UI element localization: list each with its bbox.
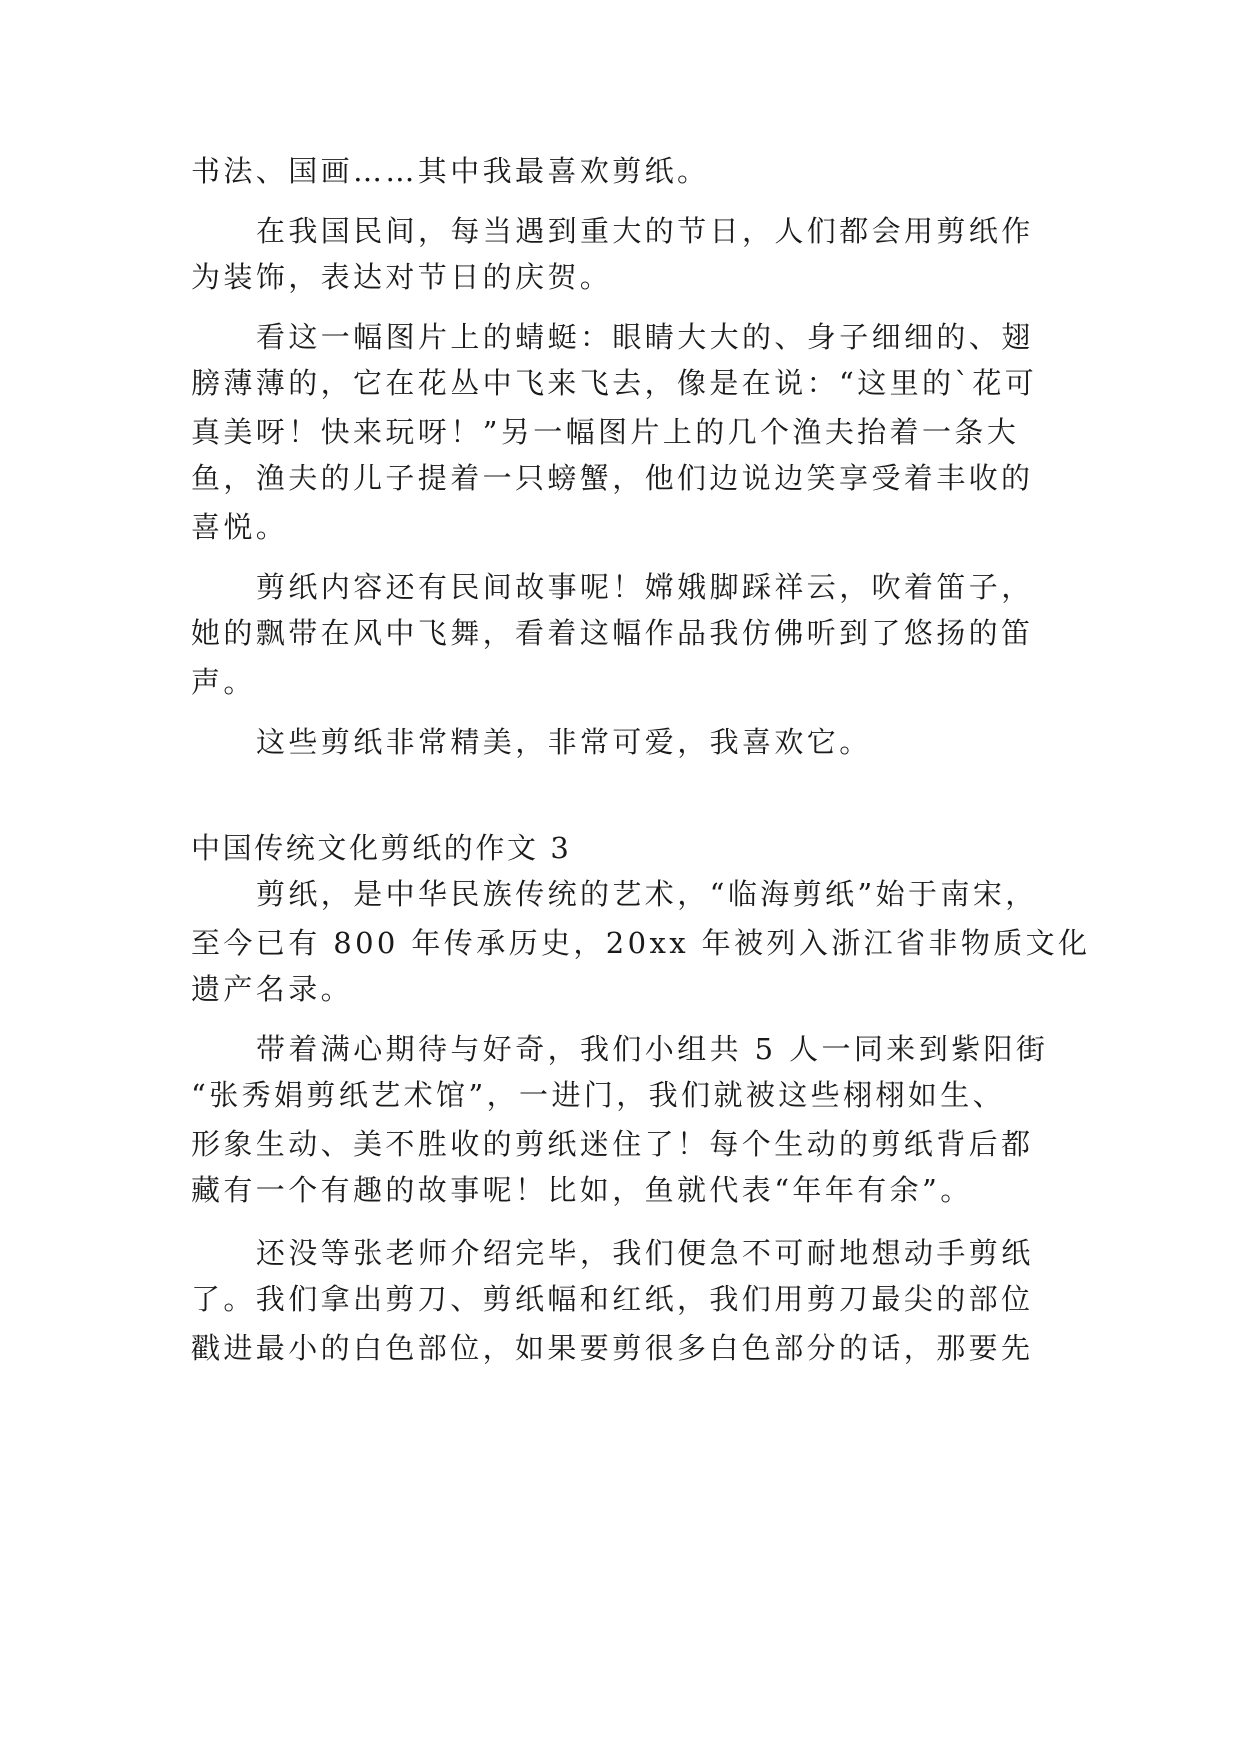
text-line: 了。我们拿出剪刀、剪纸幅和红纸，我们用剪刀最尖的部位 — [191, 1282, 1034, 1316]
text-line: 形象生动、美不胜收的剪纸迷住了！每个生动的剪纸背后都 — [191, 1127, 1034, 1161]
paragraph-start: 带着满心期待与好奇，我们小组共 5 人一同来到紫阳街 — [256, 1032, 1049, 1066]
text-line: 真美呀！快来玩呀！”另一幅图片上的几个渔夫抬着一条大 — [191, 415, 1020, 449]
paragraph-start: 剪纸，是中华民族传统的艺术，“临海剪纸”始于南宋， — [256, 877, 1038, 911]
text-line: 藏有一个有趣的故事呢！比如，鱼就代表“年年有余”。 — [191, 1173, 973, 1207]
text-line: 鱼，渔夫的儿子提着一只螃蟹，他们边说边笑享受着丰收的 — [191, 461, 1034, 495]
paragraph-start: 这些剪纸非常精美，非常可爱，我喜欢它。 — [256, 725, 872, 759]
text-line: 声。 — [191, 665, 256, 699]
text-line: 戳进最小的白色部位，如果要剪很多白色部分的话，那要先 — [191, 1331, 1034, 1365]
paragraph-start: 还没等张老师介绍完毕，我们便急不可耐地想动手剪纸 — [256, 1236, 1034, 1270]
section-heading: 中国传统文化剪纸的作文 3 — [191, 831, 572, 865]
text-line: 为装饰，表达对节日的庆贺。 — [191, 260, 613, 294]
paragraph-start: 剪纸内容还有民间故事呢！嫦娥脚踩祥云，吹着笛子， — [256, 570, 1034, 604]
text-line: 喜悦。 — [191, 510, 289, 544]
text-line: 她的飘带在风中飞舞，看着这幅作品我仿佛听到了悠扬的笛 — [191, 616, 1034, 650]
text-line: “张秀娟剪纸艺术馆”，一进门，我们就被这些栩栩如生、 — [191, 1078, 1006, 1112]
text-line: 书法、国画……其中我最喜欢剪纸。 — [191, 154, 710, 188]
paragraph-start: 在我国民间，每当遇到重大的节日，人们都会用剪纸作 — [256, 214, 1034, 248]
text-line: 至今已有 800 年传承历史，20xx 年被列入浙江省非物质文化 — [191, 926, 1091, 960]
paragraph-start: 看这一幅图片上的蜻蜓：眼睛大大的、身子细细的、翅 — [256, 320, 1034, 354]
text-line: 遗产名录。 — [191, 972, 354, 1006]
text-line: 膀薄薄的，它在花丛中飞来飞去，像是在说：“这里的`花可 — [191, 366, 1038, 400]
